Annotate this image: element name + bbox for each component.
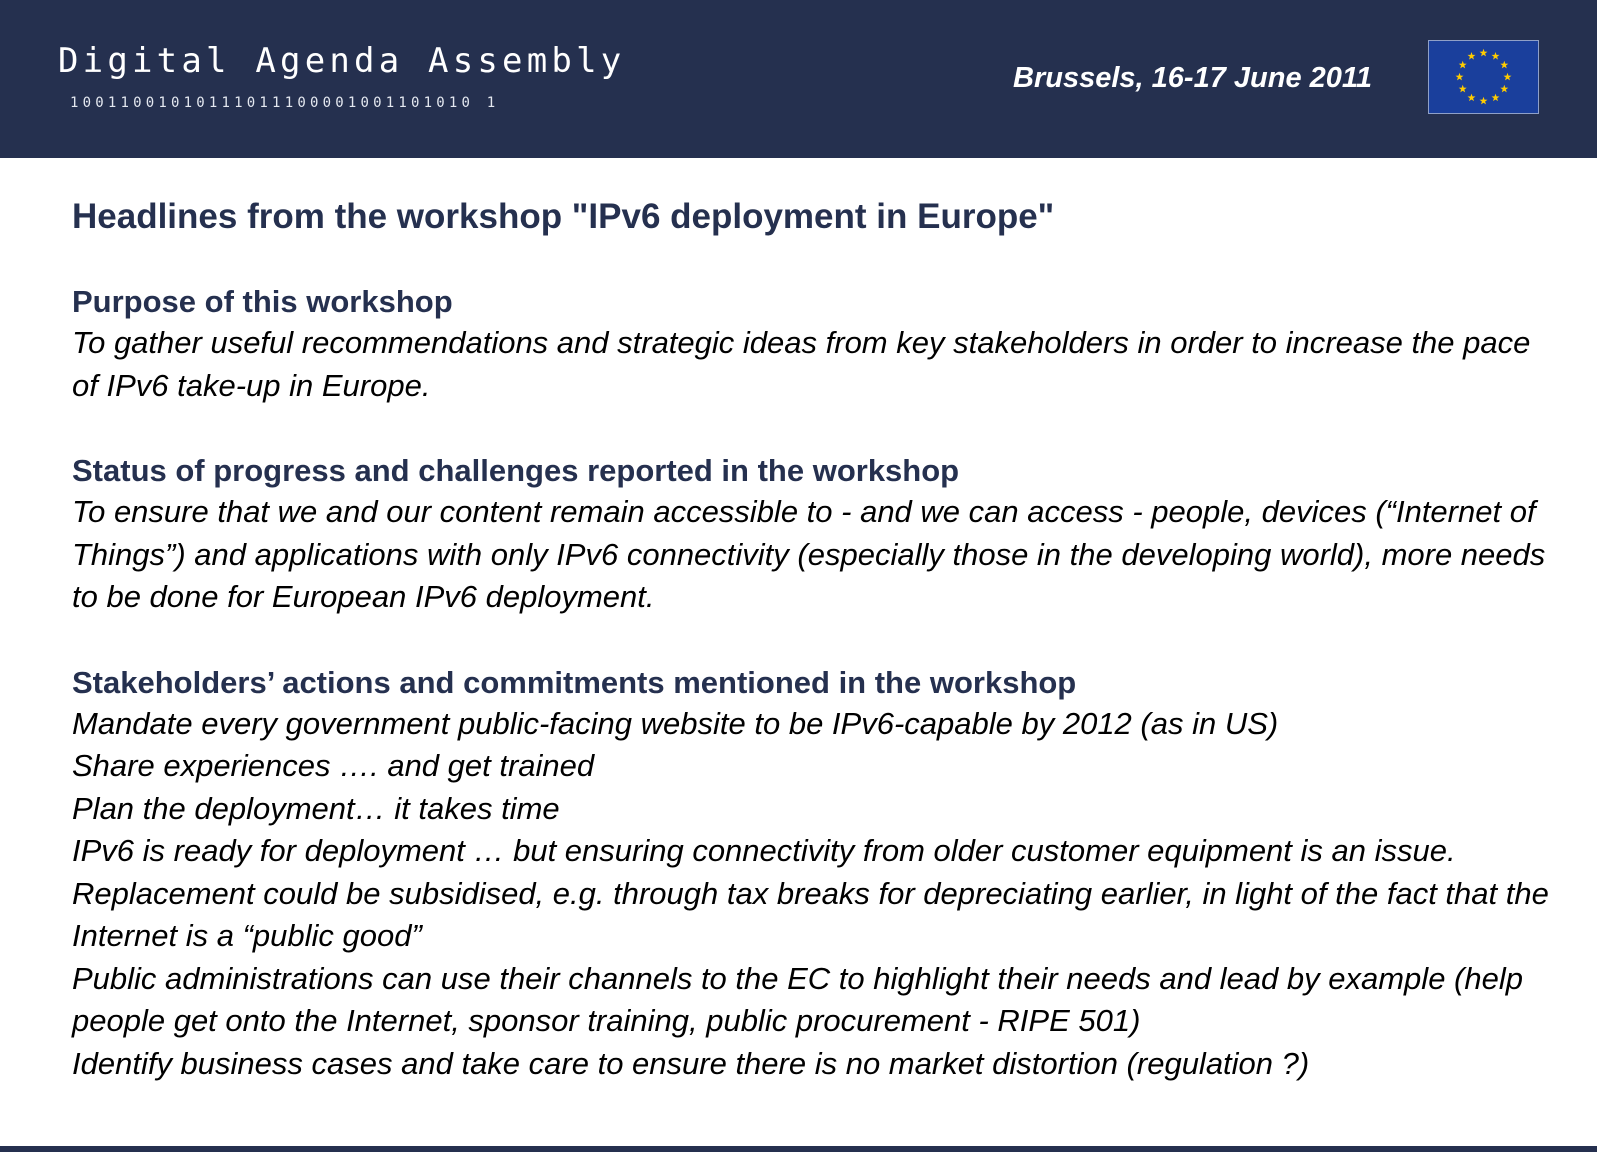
star-icon bbox=[1459, 61, 1467, 69]
star-icon bbox=[1480, 97, 1488, 105]
star-icon bbox=[1459, 85, 1467, 93]
brand-binary-strip: 10011001010111011100001001101010 1 bbox=[70, 95, 500, 111]
star-icon bbox=[1456, 73, 1464, 81]
star-icon bbox=[1500, 85, 1508, 93]
star-icon bbox=[1504, 73, 1512, 81]
section-heading: Stakeholders’ actions and commitments mentioned in the workshop bbox=[72, 664, 1077, 700]
header-banner bbox=[0, 0, 1597, 158]
section-heading: Status of progress and challenges reported in the workshop bbox=[72, 453, 960, 488]
page-title: Headlines from the workshop "IPv6 deployment in Europe" bbox=[72, 197, 1055, 236]
star-icon bbox=[1480, 49, 1488, 57]
section-actions bbox=[72, 663, 1562, 1086]
section-heading: Purpose of this workshop bbox=[72, 284, 453, 319]
list-item: Plan the deployment… it takes time bbox=[72, 790, 560, 826]
star-icon bbox=[1492, 94, 1500, 102]
star-icon bbox=[1468, 52, 1476, 60]
star-icon bbox=[1468, 94, 1476, 102]
list-item: Share experiences …. and get trained bbox=[72, 748, 595, 783]
section-status bbox=[72, 451, 1562, 619]
section-purpose bbox=[72, 282, 1562, 407]
eu-flag-icon bbox=[1429, 41, 1538, 113]
list-item: Mandate every government public-facing website to be IPv6-capable by 2012 (as in US) bbox=[72, 705, 1279, 741]
footer-bar bbox=[0, 1146, 1597, 1152]
list-item: Public administrations can use their channels to the EC to highlight their needs and lead by example (help people get onto the Internet, sponsor training, public procurement - RIPE 501) bbox=[72, 960, 1523, 1038]
slide-content bbox=[72, 196, 1562, 1085]
event-date: Brussels, 16-17 June 2011 bbox=[1013, 62, 1372, 94]
brand-title: Digital Agenda Assembly bbox=[58, 41, 626, 81]
action-list bbox=[72, 703, 1562, 1086]
star-icon bbox=[1500, 61, 1508, 69]
eu-stars-ring bbox=[1429, 41, 1538, 113]
section-text: To gather useful recommendations and strategic ideas from key stakeholders in order to increase the pace of IPv6 take-up in Europe. bbox=[72, 325, 1531, 403]
section-text: To ensure that we and our content remain accessible to - and we can access - people, devices (“Internet of Things”) and applications with only IPv6 connectivity (especially those in the developing world), more needs to be done for European IPv6 deployment. bbox=[72, 494, 1546, 614]
star-icon bbox=[1492, 52, 1500, 60]
list-item: Identify business cases and take care to ensure there is no market distortion (regulation ?) bbox=[72, 1045, 1310, 1081]
list-item: IPv6 is ready for deployment … but ensuring connectivity from older customer equipment is an issue. Replacement could be subsidised, e.g. through tax breaks for depreciating earlier, in light of the fact that the Internet is a “public good” bbox=[72, 833, 1549, 953]
